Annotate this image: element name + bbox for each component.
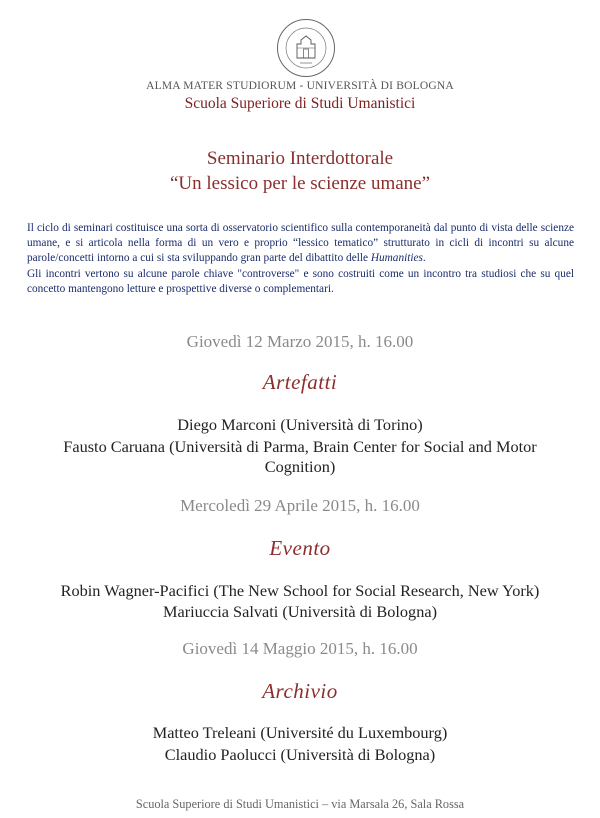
event-topic: Archivio [262, 679, 338, 703]
event-date: Mercoledì 29 Aprile 2015, h. 16.00 [180, 496, 420, 515]
university-name: ALMA MATER STUDIORUM - UNIVERSITÀ DI BOLOGNA [146, 80, 454, 92]
event-date: Giovedì 14 Maggio 2015, h. 16.00 [182, 639, 418, 658]
intro-text [27, 221, 574, 297]
intro-part2: . [422, 252, 426, 265]
event-speaker: Diego Marconi (Università di Torino) [177, 415, 423, 434]
school-name: Scuola Superiore di Studi Umanistici [184, 95, 416, 112]
university-seal-icon [276, 18, 336, 78]
event-speaker: Mariuccia Salvati (Università di Bologna) [163, 602, 437, 621]
event-speaker: Robin Wagner-Pacifici (The New School for Social Research, New York) [60, 581, 540, 600]
intro-part1: Il ciclo di seminari costituisce una sorta di osservatorio scientifico sulla contemporaneità dal punto di vista delle scienze umane, e si articola nella forma di un vero e proprio “lessico tematico” strutturato in cicli di incontri su alcune parole/concetti intorno a cui si sta sviluppando gran parte del dibattito delle [27, 222, 574, 265]
intro-paragraph-2: Gli incontri vertono su alcune parole chiave "controverse" e sono costruiti come un incontro tra studiosi che su quel concetto mantengono letture e prospettive diverse o complementari. [27, 267, 574, 295]
event-topic: Artefatti [262, 370, 338, 394]
footer-location: Scuola Superiore di Studi Umanistici – via Marsala 26, Sala Rossa [135, 797, 465, 811]
event-speaker: Fausto Caruana (Università di Parma, Brain Center for Social and Motor Cognition) [63, 437, 537, 476]
seminar-subtitle: “Un lessico per le scienze umane” [169, 173, 431, 194]
seminar-title: Seminario Interdottorale [206, 148, 394, 169]
event-speaker: Matteo Treleani (Université du Luxembourg) [152, 723, 448, 742]
intro-emph: Humanities [370, 252, 423, 265]
event-topic: Evento [269, 536, 331, 560]
event-speaker: Claudio Paolucci (Università di Bologna) [164, 745, 436, 764]
event-date: Giovedì 12 Marzo 2015, h. 16.00 [186, 332, 414, 351]
